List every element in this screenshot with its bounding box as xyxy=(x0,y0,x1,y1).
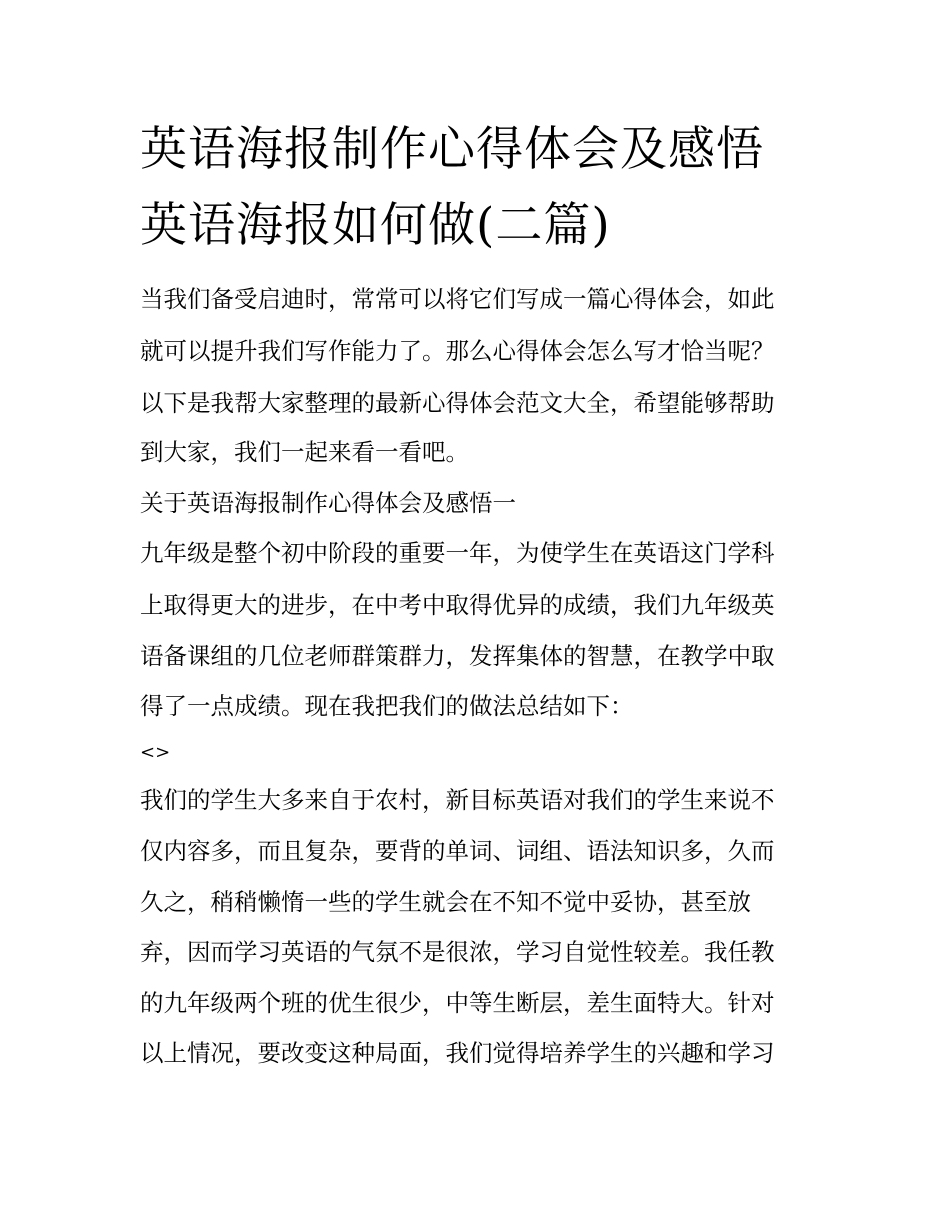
body-line: 我们的学生大多来自于农村，新目标英语对我们的学生来说不 xyxy=(140,786,775,814)
body-line: 上取得更大的进步，在中考中取得优异的成绩，我们九年级英 xyxy=(140,591,775,619)
body-line: 弃，因而学习英语的气氛不是很浓，学习自觉性较差。我任教 xyxy=(140,938,775,966)
body-line: 到大家，我们一起来看一看吧。 xyxy=(140,438,469,466)
title-line-2: 英语海报如何做(二篇) xyxy=(140,198,611,253)
body-line: 久之，稍稍懒惰一些的学生就会在不知不觉中妥协，甚至放 xyxy=(140,888,751,916)
placeholder-marker: <> xyxy=(140,742,171,763)
body-line: 以下是我帮大家整理的最新心得体会范文大全，希望能够帮助 xyxy=(140,389,775,417)
body-line: 仅内容多，而且复杂，要背的单词、词组、语法知识多，久而 xyxy=(140,837,775,865)
document-title xyxy=(140,112,820,264)
body-line: 得了一点成绩。现在我把我们的做法总结如下： xyxy=(140,692,634,720)
body-line: 语备课组的几位老师群策群力，发挥集体的智慧，在教学中取 xyxy=(140,642,775,670)
title-line-1: 英语海报制作心得体会及感悟 xyxy=(140,122,764,177)
section-heading: 关于英语海报制作心得体会及感悟一 xyxy=(140,489,516,517)
body-line: 九年级是整个初中阶段的重要一年，为使学生在英语这门学科 xyxy=(140,539,775,567)
body-line: 当我们备受启迪时，常常可以将它们写成一篇心得体会，如此 xyxy=(140,285,775,313)
body-line: 以上情况，要改变这种局面，我们觉得培养学生的兴趣和学习 xyxy=(140,1039,775,1067)
body-line: 的九年级两个班的优生很少，中等生断层，差生面特大。针对 xyxy=(140,989,775,1017)
body-line: 就可以提升我们写作能力了。那么心得体会怎么写才恰当呢？ xyxy=(140,337,775,365)
